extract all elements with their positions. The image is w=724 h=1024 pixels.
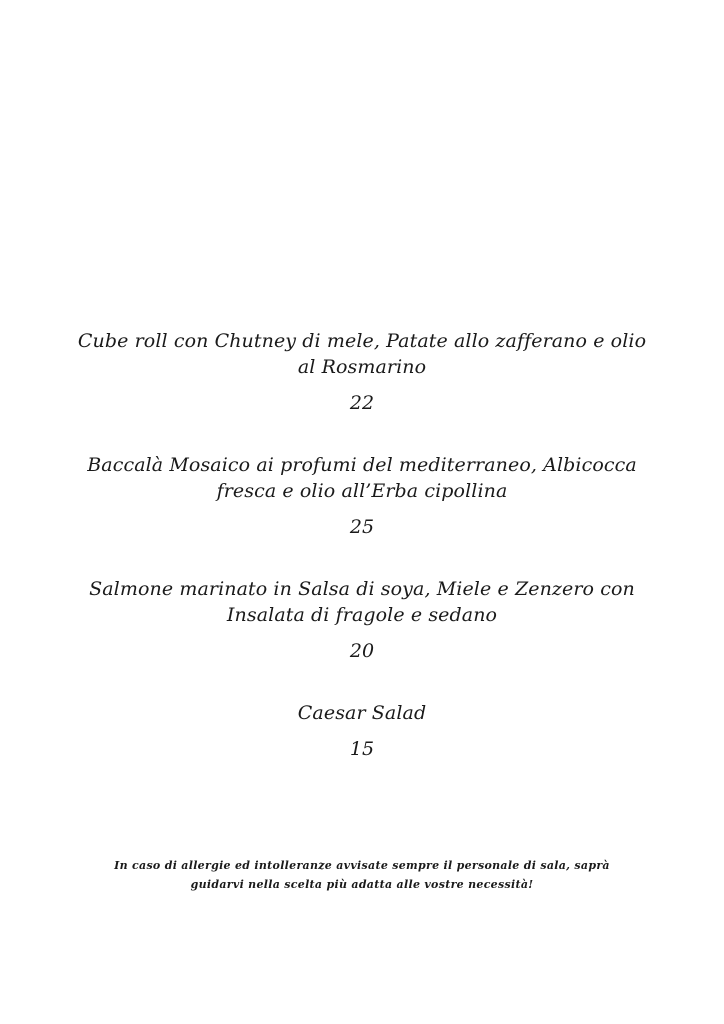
dish-name [60,452,664,504]
allergy-notice-line: In caso di allergie ed intolleranze avvisate sempre il personale di sala, saprà [114,859,610,872]
dish-price: 25 [349,516,375,538]
menu-item-baccala [60,452,664,540]
menu-list [60,328,664,798]
dish-name-line: Baccalà Mosaico ai profumi del mediterraneo, Albicocca [87,454,637,476]
dish-name [60,700,664,726]
dish-price: 20 [349,640,375,662]
dish-name-line: al Rosmarino [297,356,427,378]
dish-name-line: Salmone marinato in Salsa di soya, Miele e Zenzero con [89,578,635,600]
dish-name-line: fresca e olio all’Erba cipollina [216,480,508,502]
allergy-notice [90,856,634,894]
menu-item-cube-roll [60,328,664,416]
dish-price: 22 [349,392,375,414]
menu-item-caesar-salad [60,700,664,762]
dish-name-line: Caesar Salad [297,702,427,724]
dish-price: 15 [349,738,375,760]
menu-item-salmone [60,576,664,664]
allergy-notice-line: guidarvi nella scelta più adatta alle vostre necessità! [190,878,534,891]
dish-name [60,576,664,628]
dish-name [60,328,664,380]
dish-name-line: Cube roll con Chutney di mele, Patate allo zafferano e olio [77,330,647,352]
dish-name-line: Insalata di fragole e sedano [226,604,498,626]
